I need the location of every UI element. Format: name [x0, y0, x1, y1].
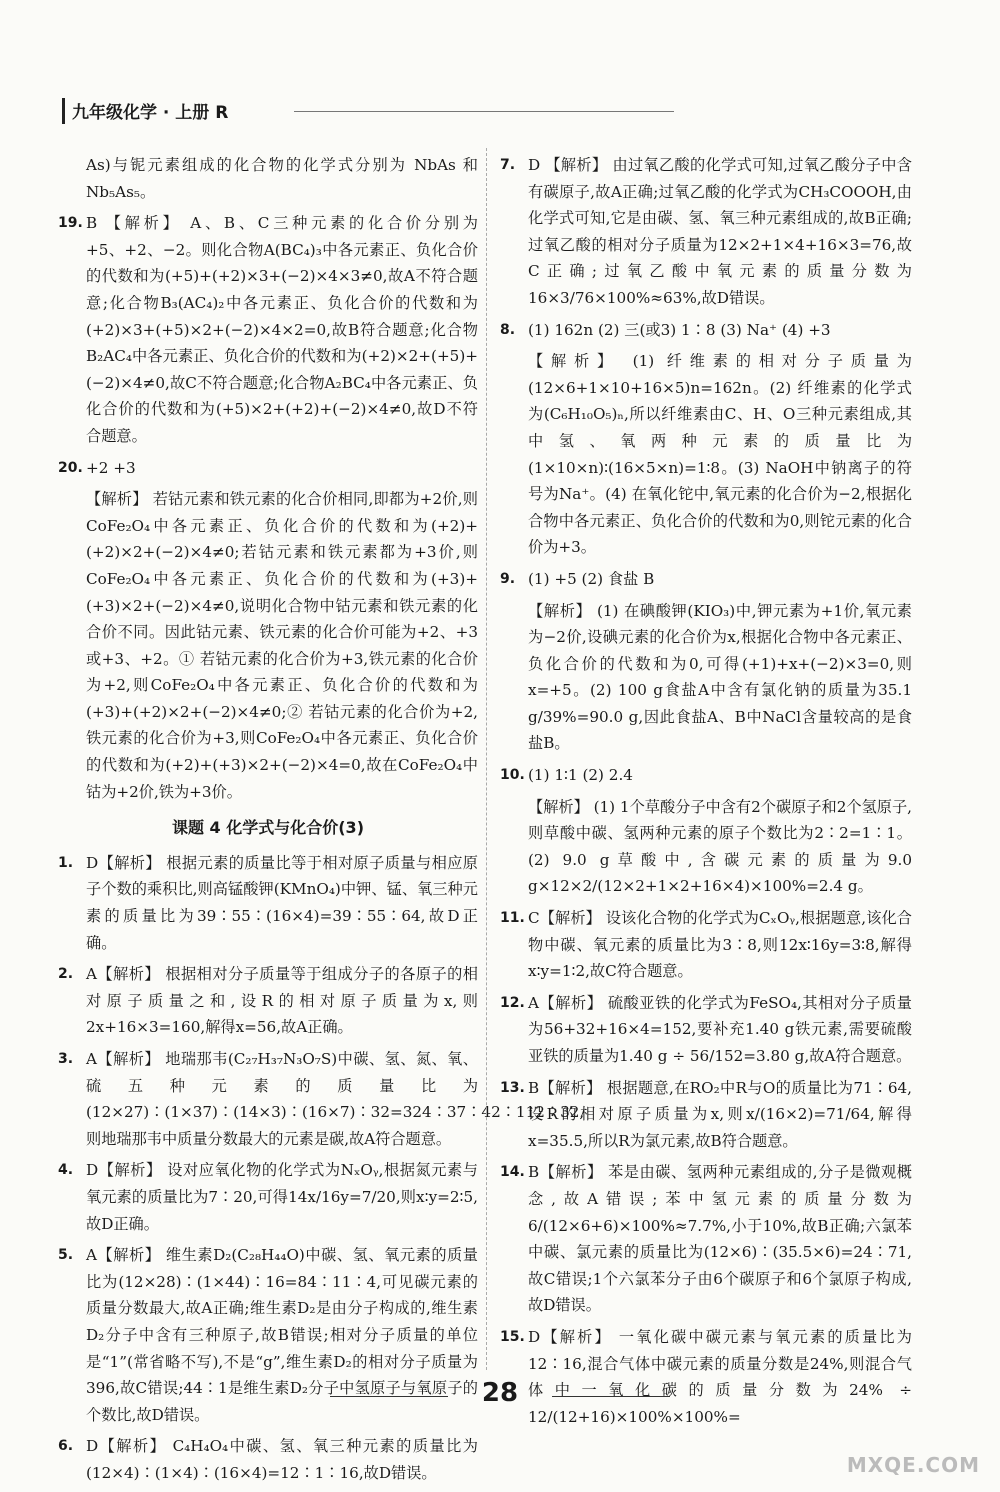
watermark: MXQE.COM [846, 1453, 980, 1477]
answer-item [58, 1433, 478, 1486]
item-number: 2. [58, 966, 74, 983]
header-title: 九年级化学 · 上册 R [72, 103, 229, 123]
item-text: A【解析】 根据相对分子质量等于组成分子的各原子的相对原子质量之和,设R的相对原子质量为x,则2x+16×3=160,解得x=56,故A正确。 [86, 965, 478, 1037]
column-divider [486, 148, 487, 1370]
item-text: B 【解析】 A、B、C三种元素的化合价分别为+5、+2、−2。则化合物A(BC₄)₃中各元素正、负化合价的代数和为(+5)+(+2)×3+(−2)×4×3≠0,故A不符合题意;化合物B₃(AC₄)₂中各元素正、负化合价的代数和为(+2)×3+(+5)×2+(−2)×4×2=0,故B符合题意;化合物B₂AC₄中各元素正、负化合价的代数和为(+2)×2+(+5)+(−2)×4≠0,故C不符合题意;化合物A₂BC₄中各元素正、负化合价的代数和为(+5)×2+(+2)+(−2)×4≠0,故D不符合题意。 [86, 214, 478, 445]
page-footer [0, 1378, 1000, 1414]
page-header [62, 96, 622, 126]
item-number: 12. [500, 994, 525, 1011]
item-text: D【解析】 根据元素的质量比等于相对原子质量与相应原子个数的乘积比,则高锰酸钾(KMnO₄)中钾、锰、氧三种元素的质量比为39∶55∶(16×4)=39∶55∶64,故D正确。 [86, 853, 478, 952]
answer-item [58, 1157, 478, 1237]
item-text: +2 +3 [86, 458, 136, 477]
item-number: 19. [58, 215, 83, 232]
header-bar [62, 98, 65, 124]
answer-item [500, 152, 912, 312]
answer-item [500, 990, 912, 1070]
item-analysis: 【解析】 (1) 1个草酸分子中含有2个碳原子和2个氢原子,则草酸中碳、氢两种元素的原子个数比为2∶2=1∶1。(2) 9.0 g草酸中,含碳元素的质量为9.0 g×12×2/(12×2+1×2+16×4)×100%=2.4 g。 [528, 797, 912, 896]
item-text: (1) 1∶1 (2) 2.4 [528, 766, 633, 785]
item-number: 7. [500, 157, 516, 173]
item-analysis: 【解析】 (1) 纤维素的相对分子质量为(12×6+1×10+16×5)n=162n。(2) 纤维素的化学式为(C₆H₁₀O₅)ₙ,所以纤维素由C、H、O三种元素组成,其中氢、氧两种元素的质量比为(1×10×n)∶(16×5×n)=1∶8。(3) NaOH中钠离子的符号为Na⁺。(4) 在氧化铊中,氧元素的化合价为−2,根据化合物中各元素正、负化合价的代数和为0,则铊元素的化合价为+3。 [528, 352, 912, 557]
answer-item [500, 566, 912, 593]
lead-text: As)与铌元素组成的化合物的化学式分别为 NbAs 和 Nb₅As₅。 [86, 156, 478, 201]
answer-item [500, 1075, 912, 1155]
item-number: 1. [58, 854, 74, 871]
right-column [500, 152, 912, 1435]
item-text: D【解析】 C₄H₄O₄中碳、氢、氧三种元素的质量比为(12×4)∶(1×4)∶(16×4)=12∶1∶16,故D错误。 [86, 1437, 478, 1482]
item-number: 6. [58, 1438, 74, 1455]
item-number: 5. [58, 1247, 74, 1264]
item-number: 8. [500, 321, 516, 338]
item-number: 13. [500, 1079, 525, 1096]
answer-item [58, 455, 478, 482]
page-number: 28 [481, 1378, 519, 1408]
answer-item [58, 850, 478, 956]
answer-item [500, 905, 912, 985]
section-title: 课题 4 化学式与化合价(3) [171, 818, 365, 838]
item-text: A【解析】 维生素D₂(C₂₈H₄₄O)中碳、氢、氧元素的质量比为(12×28)∶(1×44)∶16=84∶11∶4,可见碳元素的质量分数最大,故A正确;维生素D₂是由分子构成的,维生素D₂分子中含有三种原子,故B错误;相对分子质量的单位是“1”(常省略不写),不是“g”,维生素D₂的相对分子质量为396,故C错误;44∶1是维生素D₂分子中氢原子与氧原子的个数比,故D错误。 [86, 1246, 478, 1424]
item-text: (1) +5 (2) 食盐 B [528, 569, 655, 588]
item-analysis: 【解析】 (1) 在碘酸钾(KIO₃)中,钾元素为+1价,氧元素为−2价,设碘元素的化合价为x,根据化合物中各元素正、负化合价的代数和为0,可得(+1)+x+(−2)×3=0,则x=+5。(2) 100 g食盐A中含有氯化钠的质量为35.1 g/39%=90.0 g,因此食盐A、B中NaCl含量较高的是食盐B。 [528, 601, 912, 753]
item-number: 11. [500, 910, 525, 927]
item-text: B【解析】 苯是由碳、氢两种元素组成的,分子是微观概念,故A错误;苯中氢元素的质量分数为6/(12×6+6)×100%≈7.7%,小于10%,故B正确;六氯苯中碳、氯元素的质量比为(12×6)∶(35.5×6)=24∶71,故C错误;1个六氯苯分子由6个碳原子和6个氯原子构成,故D错误。 [528, 1163, 912, 1315]
item-number: 10. [500, 767, 525, 784]
item-number: 9. [500, 570, 516, 587]
answer-item [58, 210, 478, 449]
footer-rule-left [330, 1396, 448, 1397]
item-text: D【解析】 设对应氧化物的化学式为NₓOᵧ,根据氮元素与氧元素的质量比为7∶20,可得14x/16y=7/20,则x∶y=2∶5,故D正确。 [86, 1161, 478, 1233]
item-text: (1) 162n (2) 三(或3) 1∶8 (3) Na⁺ (4) +3 [528, 320, 831, 339]
item-text: D【解析】 一氧化碳中碳元素与氧元素的质量比为12∶16,混合气体中碳元素的质量分数是24%,则混合气体中一氧化碳的质量分数为24% ÷ 12/(12+16)×100%×100%= [528, 1327, 912, 1426]
footer-rule-right [552, 1396, 670, 1397]
item-text: A【解析】 地瑞那韦(C₂₇H₃₇N₃O₇S)中碳、氢、氮、氧、硫五种元素的质量比为(12×27)∶(1×37)∶(14×3)∶(16×7)∶32=324∶37∶42∶112∶32,则地瑞那韦中质量分数最大的元素是碳,故A符合题意。 [86, 1050, 585, 1148]
answer-item [58, 1046, 585, 1152]
item-text: D 【解析】 由过氧乙酸的化学式可知,过氧乙酸分子中含有碳原子,故A正确;过氧乙酸的化学式为CH₃COOOH,由化学式可知,它是由碳、氢、氧三种元素组成的,故B正确;过氧乙酸的相对分子质量为12×2+1×4+16×3=76,故C正确;过氧乙酸中氧元素的质量分数为16×3/76×100%≈63%,故D错误。 [528, 156, 912, 307]
item-number: 4. [58, 1162, 74, 1179]
item-analysis: 【解析】 若钴元素和铁元素的化合价相同,即都为+2价,则CoFe₂O₄中各元素正、负化合价的代数和为(+2)+(+2)×2+(−2)×4≠0;若钴元素和铁元素都为+3价,则CoFe₂O₄中各元素正、负化合价的代数和为(+3)+(+3)×2+(−2)×4≠0,说明化合物中钴元素和铁元素的化合价不同。因此钴元素、铁元素的化合价可能为+2、+3或+3、+2。① 若钴元素的化合价为+3,铁元素的化合价为+2,则CoFe₂O₄中各元素正、负化合价的代数和为(+3)+(+2)×2+(−2)×4≠0;② 若钴元素的化合价为+2,铁元素的化合价为+3,则CoFe₂O₄中各元素正、负化合价的代数和为(+2)+(+3)×2+(−2)×4=0,故在CoFe₂O₄中钴为+2价,铁为+3价。 [86, 490, 478, 801]
header-rule [294, 111, 674, 112]
item-number: 15. [500, 1328, 525, 1345]
answer-item [500, 762, 912, 789]
answer-item [500, 317, 912, 344]
answer-item [500, 1159, 912, 1319]
item-number: 3. [58, 1051, 74, 1067]
item-text: C【解析】 设该化合物的化学式为CₓOᵧ,根据题意,该化合物中碳、氧元素的质量比为3∶8,则12x∶16y=3∶8,解得x∶y=1∶2,故C符合题意。 [528, 909, 912, 981]
item-number: 20. [58, 459, 83, 476]
answer-item [58, 961, 478, 1041]
item-text: B【解析】 根据题意,在RO₂中R与O的质量比为71∶64,设R的相对原子质量为x,则x/(16×2)=71/64,解得x=35.5,所以R为氯元素,故B符合题意。 [528, 1078, 912, 1150]
item-text: A【解析】 硫酸亚铁的化学式为FeSO₄,其相对分子质量为56+32+16×4=152,要补充1.40 g铁元素,需要硫酸亚铁的质量为1.40 g ÷ 56/152=3.80 g,故A符合题意。 [528, 993, 912, 1065]
item-number: 14. [500, 1164, 525, 1181]
